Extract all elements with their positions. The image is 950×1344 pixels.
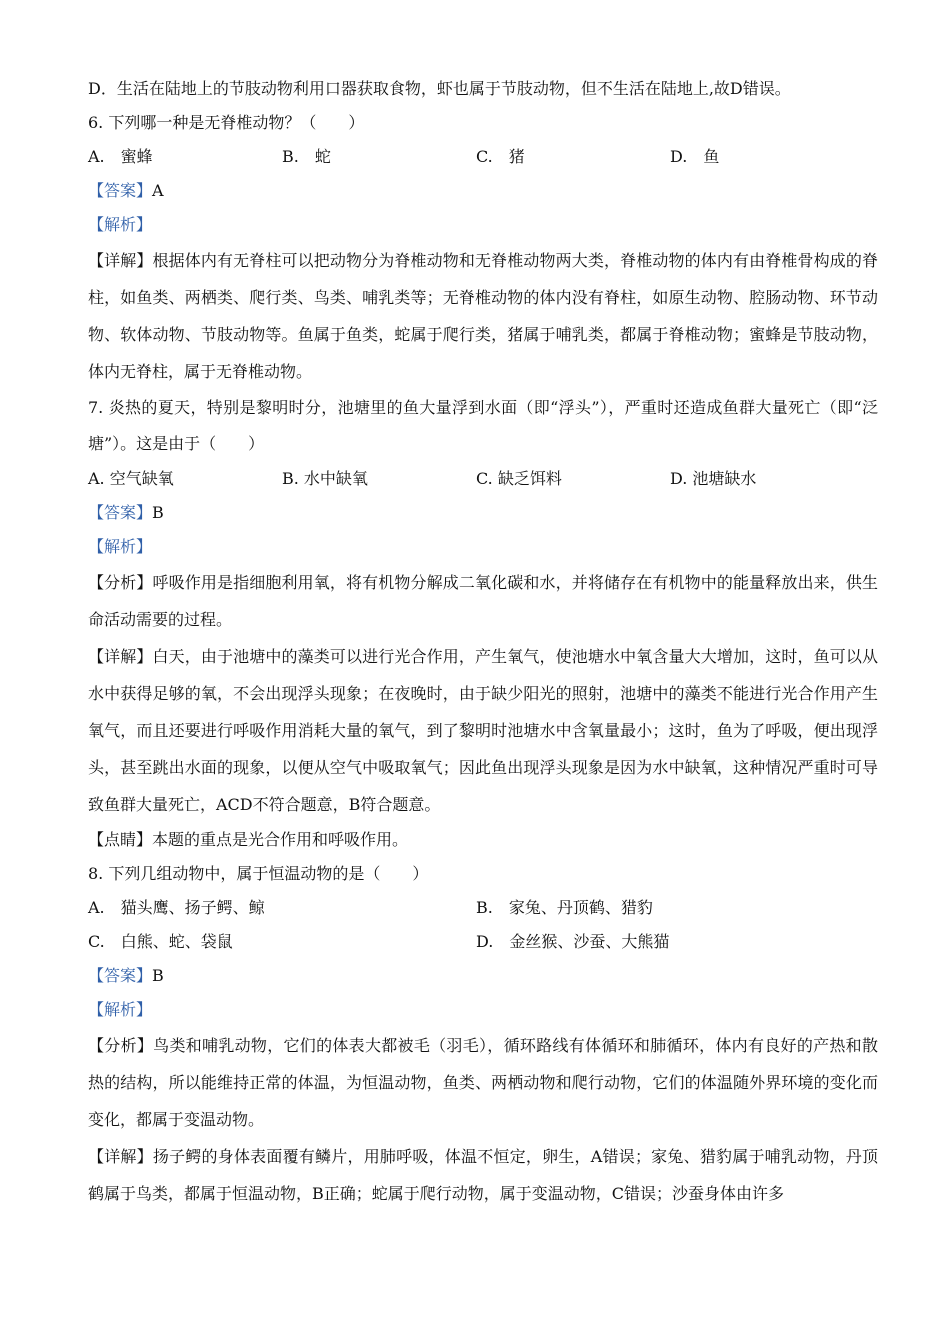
question-7-detail (88, 638, 878, 823)
question-8-options-row-1 (88, 891, 878, 925)
question-8-options-row-2 (88, 925, 878, 959)
question-7-answer-value: B (152, 503, 164, 522)
question-6-stem: 6. 下列哪一种是无脊椎动物？（ ） (88, 113, 365, 132)
question-8-analysis (88, 1027, 878, 1138)
question-8-stem: 8. 下列几组动物中，属于恒温动物的是（ ） (88, 864, 429, 883)
question-8-option-d: D. 金丝猴、沙蚕、大熊猫 (476, 932, 670, 951)
question-7-note-text: 本题的重点是光合作用和呼吸作用。 (152, 830, 409, 849)
detail-tag: 【详解】 (88, 1147, 153, 1166)
question-7-answer (88, 496, 878, 530)
answer-tag: 【答案】 (88, 181, 153, 200)
question-6-detail (88, 242, 878, 390)
answer-tag: 【答案】 (88, 966, 153, 985)
analysis-tag: 【解析】 (88, 1000, 153, 1019)
question-8-option-b: B. 家兔、丹顶鹤、猎豹 (476, 898, 653, 917)
answer-tag: 【答案】 (88, 503, 153, 522)
question-8-answer (88, 959, 878, 993)
question-7-option-d: D. 池塘缺水 (670, 469, 757, 488)
fenxi-tag: 【分析】 (88, 1036, 154, 1055)
fenxi-tag: 【分析】 (88, 573, 153, 592)
question-6-analysis-heading (88, 208, 878, 242)
question-6-option-a: A. 蜜蜂 (88, 147, 153, 166)
question-7-option-a: A. 空气缺氧 (88, 469, 174, 488)
question-7-option-c: C. 缺乏饵料 (476, 469, 562, 488)
question-6-option-b: B. 蛇 (282, 147, 331, 166)
question-7-analysis (88, 564, 878, 638)
analysis-tag: 【解析】 (88, 215, 153, 234)
question-6-answer (88, 174, 878, 208)
question-7-detail-text: 白天，由于池塘中的藻类可以进行光合作用，产生氧气，使池塘水中氧含量大大增加，这时，鱼可以从水中获得足够的氧，不会出现浮头现象；在夜晚时，由于缺少阳光的照射，池塘中的藻类不能进行光合作用产生氧气，而且还要进行呼吸作用消耗大量的氧气，到了黎明时池塘水中含氧量最小；这时，鱼为了呼吸，便出现浮头，甚至跳出水面的现象，以便从空气中吸取氧气；因此鱼出现浮头现象是因为水中缺氧，这种情况严重时可导致鱼群大量死亡，ACD不符合题意，B符合题意。 (88, 647, 878, 814)
detail-tag: 【详解】 (88, 647, 153, 666)
question-7-analysis-text: 呼吸作用是指细胞利用氧，将有机物分解成二氧化碳和水，并将储存在有机物中的能量释放出来，供生命活动需要的过程。 (88, 573, 878, 629)
question-8-analysis-text: 鸟类和哺乳动物，它们的体表大都被毛（羽毛），循环路线有体循环和肺循环，体内有良好的产热和散热的结构，所以能维持正常的体温，为恒温动物，鱼类、两栖动物和爬行动物，它们的体温随外界环境的变化而变化，都属于变温动物。 (88, 1036, 878, 1129)
question-7-option-b: B. 水中缺氧 (282, 469, 368, 488)
question-6-option-c: C. 猪 (476, 147, 525, 166)
question-6-answer-value: A (152, 181, 164, 200)
question-7-options (88, 462, 878, 496)
question-6-detail-text: 根据体内有无脊柱可以把动物分为脊椎动物和无脊椎动物两大类，脊椎动物的体内有由脊椎骨构成的脊柱，如鱼类、两栖类、爬行类、鸟类、哺乳类等；无脊椎动物的体内没有脊柱，如原生动物、腔肠动物、环节动物、软体动物、节肢动物等。鱼属于鱼类，蛇属于爬行类，猪属于哺乳类，都属于脊椎动物；蜜蜂是节肢动物，体内无脊柱，属于无脊椎动物。 (88, 251, 878, 381)
analysis-tag: 【解析】 (88, 537, 153, 556)
question-8-option-a: A. 猫头鹰、扬子鳄、鲸 (88, 898, 265, 917)
question-6-options (88, 140, 878, 174)
previous-explanation-line: D．生活在陆地上的节肢动物利用口器获取食物，虾也属于节肢动物，但不生活在陆地上,故D错误。 (88, 79, 791, 98)
question-8-detail (88, 1138, 878, 1212)
question-7-analysis-heading (88, 530, 878, 564)
question-7-stem: 7. 炎热的夏天，特别是黎明时分，池塘里的鱼大量浮到水面（即“浮头”），严重时还造成鱼群大量死亡（即“泛塘”）。这是由于（ ） (88, 398, 878, 453)
question-8-analysis-heading (88, 993, 878, 1027)
detail-tag: 【详解】 (88, 251, 153, 270)
document-page (88, 72, 878, 1212)
question-7-note (88, 823, 878, 857)
question-8-answer-value: B (152, 966, 164, 985)
dianjing-tag: 【点睛】 (88, 830, 153, 849)
question-8-detail-text: 扬子鳄的身体表面覆有鳞片，用肺呼吸，体温不恒定，卵生，A错误；家兔、猎豹属于哺乳动物，丹顶鹤属于鸟类，都属于恒温动物，B正确；蛇属于爬行动物，属于变温动物，C错误；沙蚕身体由许多 (88, 1147, 878, 1203)
question-6-option-d: D. 鱼 (670, 147, 720, 166)
question-8-option-c: C. 白熊、蛇、袋鼠 (88, 932, 233, 951)
